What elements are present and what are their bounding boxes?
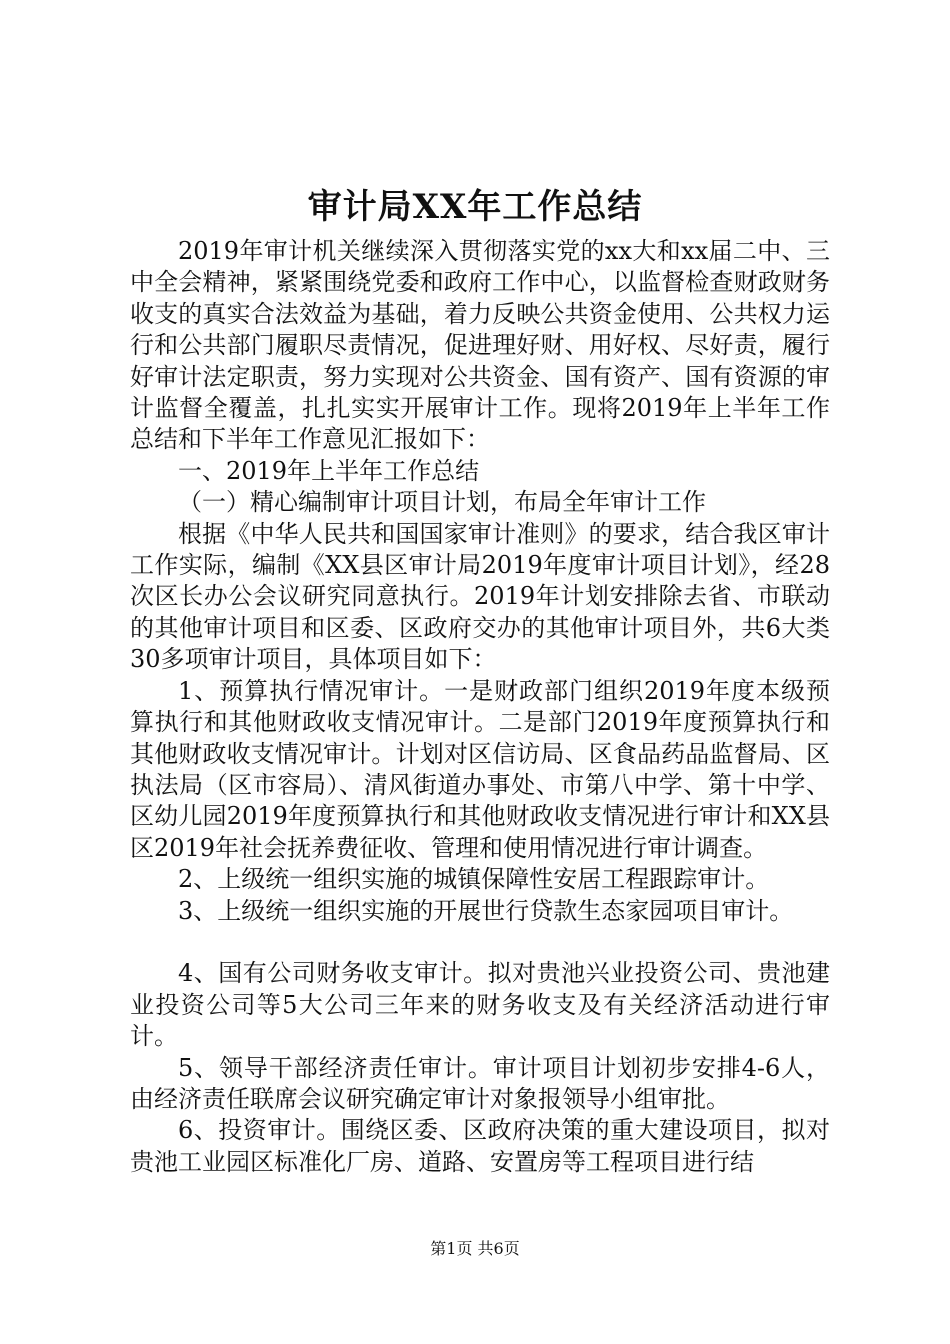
document-title: 审计局XX年工作总结: [307, 187, 643, 227]
list-item-housing-audit: 2、上级统一组织实施的城镇保障性安居工程跟踪审计。: [178, 865, 770, 894]
page-number: 第1页 共6页: [430, 1239, 520, 1258]
paragraph-intro: 2019年审计机关继续深入贯彻落实党的xx大和xx届二中、三中全会精神，紧紧围绕党委和政府工作中心，以监督检查财政财务收支的真实合法效益为基础，着力反映公共资金使用、公共权力运行和公共部门履职尽责情况，促进理好财、用好权、尽好责，履行好审计法定职责，努力实现对公共资金、国有资产、国有资源的审计监督全覆盖，扎扎实实开展审计工作。现将2019年上半年工作总结和下半年工作意见汇报如下：: [130, 237, 830, 454]
list-item-state-company-audit: 4、国有公司财务收支审计。拟对贵池兴业投资公司、贵池建业投资公司等5大公司三年来的财务收支及有关经济活动进行审计。: [130, 959, 830, 1051]
heading-section-1: 一、2019年上半年工作总结: [178, 456, 480, 485]
paragraph-plan: 根据《中华人民共和国国家审计准则》的要求，结合我区审计工作实际，编制《XX县区审计局2019年度审计项目计划》，经28次区长办公会议研究同意执行。2019年计划安排除去省、市联动的其他审计项目和区委、区政府交办的其他审计项目外，共6大类30多项审计项目，具体项目如下：: [130, 519, 830, 674]
list-item-investment-audit: 6、投资审计。围绕区委、区政府决策的重大建设项目，拟对贵池工业园区标准化厂房、道路、安置房等工程项目进行结: [130, 1116, 830, 1176]
list-item-budget-audit: 1、预算执行情况审计。一是财政部门组织2019年度本级预算执行和其他财政收支情况审计。二是部门2019年度预算执行和其他财政收支情况审计。计划对区信访局、区食品药品监督局、区执法局（区市容局）、清风街道办事处、市第八中学、第十中学、区幼儿园2019年度预算执行和其他财政收支情况进行审计和XX县区2019年社会抚养费征收、管理和使用情况进行审计调查。: [130, 676, 830, 862]
blank-line: [130, 927, 830, 958]
list-item-leader-audit: 5、领导干部经济责任审计。审计项目计划初步安排4-6人，由经济责任联席会议研究确定审计对象报领导小组审批。: [130, 1053, 830, 1113]
list-item-worldbank-audit: 3、上级统一组织实施的开展世行贷款生态家园项目审计。: [178, 896, 794, 925]
document-body: [130, 236, 830, 1178]
heading-subsection-1: （一）精心编制审计项目计划，布局全年审计工作: [178, 488, 706, 517]
